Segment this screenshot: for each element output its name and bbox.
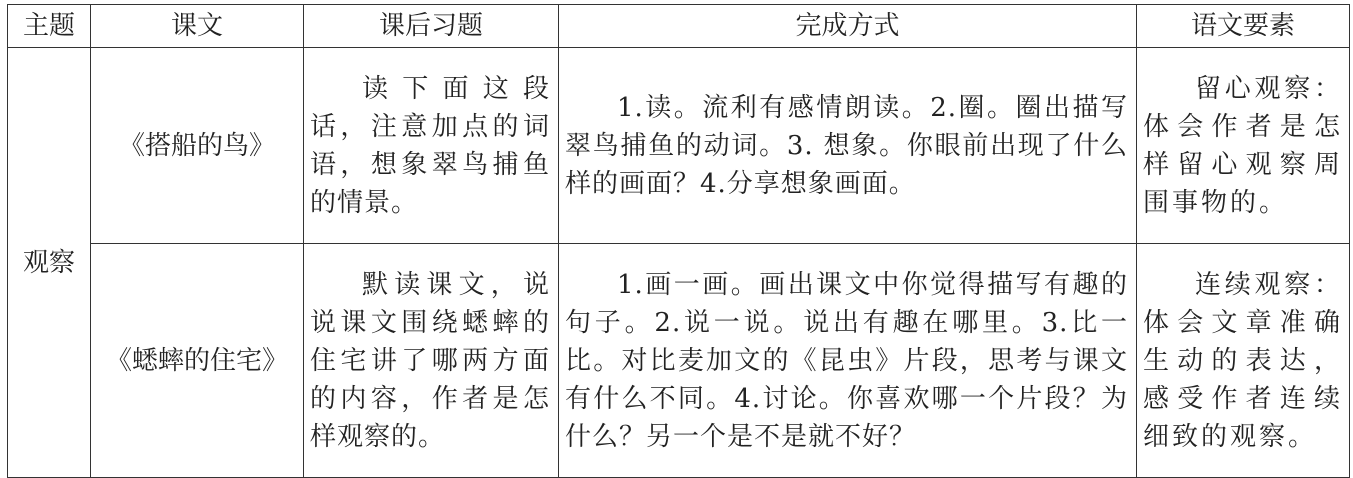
lesson-cell: 《搭船的鸟》 — [91, 48, 304, 244]
header-theme: 主题 — [8, 5, 91, 48]
lesson-cell: 《蟋蟀的住宅》 — [91, 244, 304, 478]
element-cell: 连续观察：体会文章准确生动的表达，感受作者连续细致的观察。 — [1137, 244, 1350, 478]
exercise-cell: 默读课文，说说课文围绕蟋蟀的住宅讲了哪两方面的内容，作者是怎样观察的。 — [304, 244, 559, 478]
theme-cell: 观察 — [8, 48, 91, 478]
exercise-cell: 读下面这段话，注意加点的词语，想象翠鸟捕鱼的情景。 — [304, 48, 559, 244]
header-row — [8, 5, 1350, 48]
method-cell: 1.读。流利有感情朗读。2.圈。圈出描写翠鸟捕鱼的动词。3. 想象。你眼前出现了什么样的画面？4.分享想象画面。 — [559, 48, 1137, 244]
header-lesson: 课文 — [91, 5, 304, 48]
header-exercise: 课后习题 — [304, 5, 559, 48]
table-row — [8, 48, 1350, 244]
header-element: 语文要素 — [1137, 5, 1350, 48]
table-row — [8, 244, 1350, 478]
method-cell: 1.画一画。画出课文中你觉得描写有趣的句子。2.说一说。说出有趣在哪里。3.比一比。对比麦加文的《昆虫》片段，思考与课文有什么不同。4.讨论。你喜欢哪一个片段？为什么？另一个是不是就不好？ — [559, 244, 1137, 478]
header-method: 完成方式 — [559, 5, 1137, 48]
element-cell: 留心观察：体会作者是怎样留心观察周围事物的。 — [1137, 48, 1350, 244]
lesson-table — [7, 4, 1350, 478]
